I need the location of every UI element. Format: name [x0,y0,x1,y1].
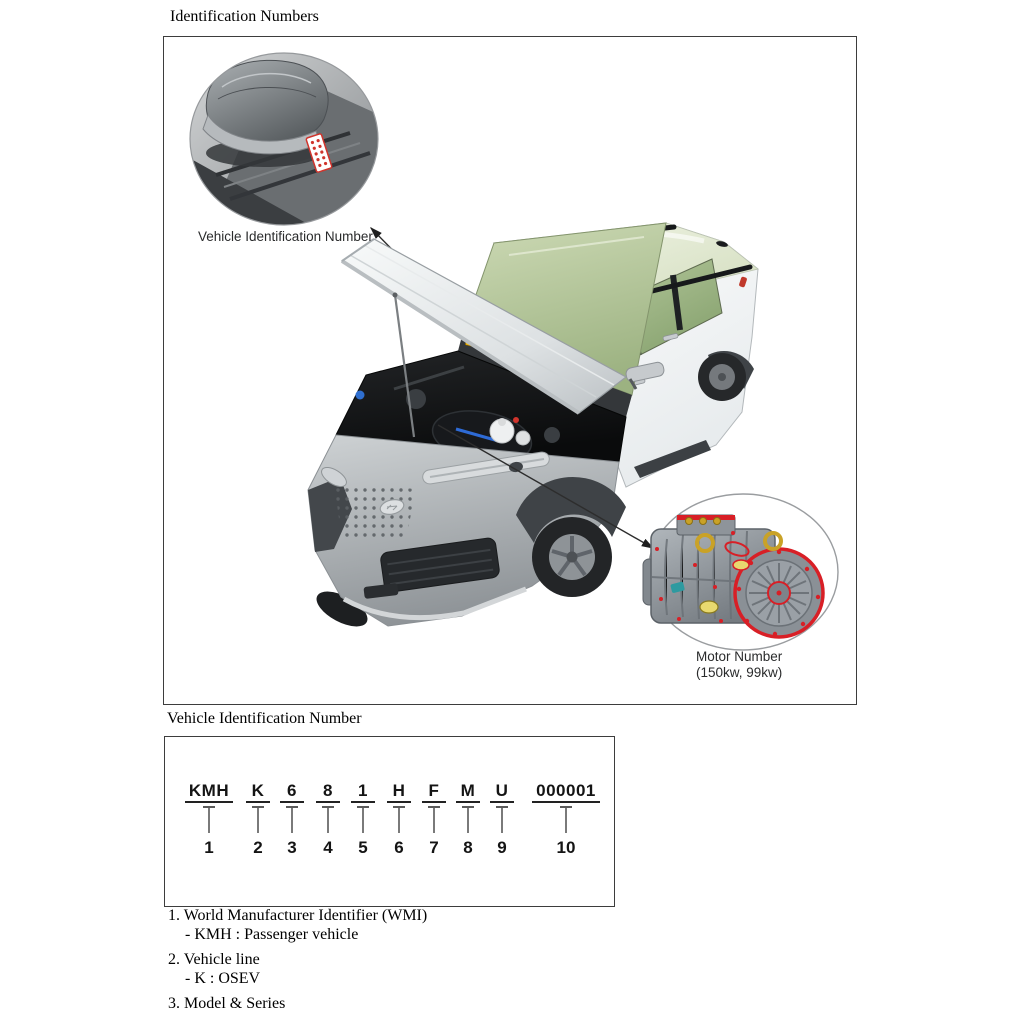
vin-character: 000001 [532,781,600,803]
vin-character: 1 [351,781,375,803]
coolant-cap [356,391,365,400]
vin-character: K [246,781,270,803]
vin-column [422,781,446,858]
vin-section-heading: Vehicle Identification Number [167,710,362,727]
vin-position-number: 2 [253,838,263,857]
vin-position-number: 4 [323,838,333,857]
vin-stem-line [257,808,259,833]
note-line: 3. Model & Series [168,995,286,1012]
vin-column [351,781,375,858]
vin-character: KMH [185,781,233,803]
vin-column [456,781,480,858]
vin-character: 6 [280,781,304,803]
vin-stem-line [362,808,364,833]
vin-column [246,781,270,858]
vin-stem-line [565,808,567,833]
vin-character: F [422,781,446,803]
vin-character: 8 [316,781,340,803]
page-title: Identification Numbers [170,8,319,25]
terminal-block [677,515,735,535]
vin-character: M [456,781,480,803]
vin-position-number: 1 [204,838,214,857]
motor-label [696,649,782,681]
note-line: 2. Vehicle line [168,951,260,968]
note-subline: - K : OSEV [185,970,261,987]
vin-position-number: 3 [287,838,297,857]
vin-column [532,781,600,858]
vin-column [387,781,411,858]
vin-position-number: 6 [394,838,404,857]
vin-position-number: 8 [463,838,473,857]
vin-stem-line [208,808,210,833]
vin-position-number: 5 [358,838,368,857]
vin-stem-line [433,808,435,833]
note-subline: - KMH : Passenger vehicle [185,926,359,943]
vin-stem-line [327,808,329,833]
vin-location-inset [184,47,384,233]
vin-stem-line [501,808,503,833]
vin-stem-line [291,808,293,833]
vin-column [316,781,340,858]
vin-diagram [164,736,615,907]
note-line: 1. World Manufacturer Identifier (WMI) [168,907,428,924]
figure-illustration [164,37,856,704]
vin-character: U [490,781,514,803]
vin-position-number: 9 [497,838,507,857]
vin-position-number: 7 [429,838,439,857]
pixel-grille [334,483,416,540]
identification-figure [163,36,857,705]
motor-label-title: Motor Number [696,649,783,664]
vin-column [185,781,233,858]
vin-location-label: Vehicle Identification Number [198,229,373,244]
vin-stem-line [398,808,400,833]
motor-inset [643,494,838,650]
vin-column [490,781,514,858]
motor-label-sub: (150kw, 99kw) [696,665,783,680]
vin-column [280,781,304,858]
vin-character: H [387,781,411,803]
notes [168,906,427,1013]
vin-stem-line [467,808,469,833]
vin-position-number: 10 [556,838,576,857]
